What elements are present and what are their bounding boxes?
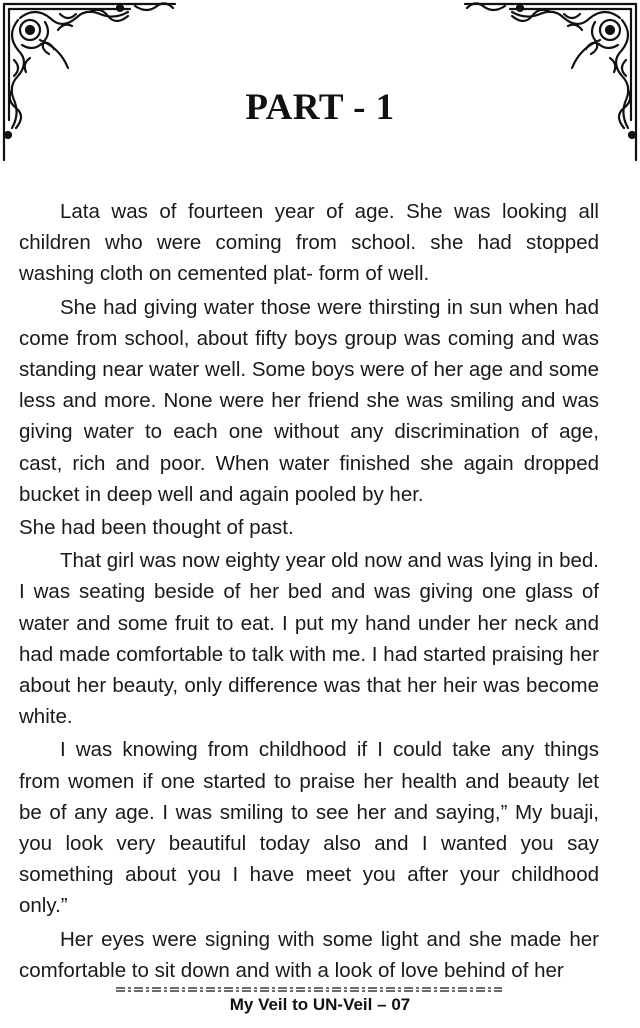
paragraph: She had been thought of past. [19, 516, 294, 540]
page-heading: PART - 1 [245, 87, 395, 128]
paragraph: She had giving water those were thirsting in sun when had come from school, about fifty boys group was coming and was standing near water well. Some boys were of her age and some less and more. None were her friend she was smiling and was giving water to each one without any discrimination of age, cast, rich and poor. When water finished she again dropped bucket in deep well and again pooled by her. [19, 295, 599, 506]
page-number: 07 [391, 995, 411, 1014]
page-footer [0, 995, 640, 1015]
footer-separator: – [377, 995, 387, 1014]
corner-ornament-left-icon [0, 0, 180, 165]
paragraph: Her eyes were signing with some light and she made her comfortable to sit down and with a look of love behind of her [19, 927, 599, 982]
paragraph: I was knowing from childhood if I could take any things from women if one started to praise her health and beauty let be of any age. I was smiling to see her and saying,” My buaji, you look very beautiful today also and I wanted you say something about you I have meet you after your childhood only.” [19, 738, 599, 918]
footer-divider [116, 987, 502, 992]
book-title: My Veil to UN-Veil [229, 995, 373, 1014]
paragraph: Lata was of fourteen year of age. She was looking all children who were coming from school. she had stopped washing cloth on cemented plat- form of well. [19, 200, 599, 286]
body-text [19, 196, 599, 986]
corner-ornament-right-icon [460, 0, 640, 165]
paragraph: That girl was now eighty year old now and was lying in bed. I was seating beside of her bed and was giving one glass of water and some fruit to eat. I put my hand under her neck and had made comfortable to talk with me. I had started praising her about her beauty, only difference was that her heir was become white. [19, 549, 599, 729]
